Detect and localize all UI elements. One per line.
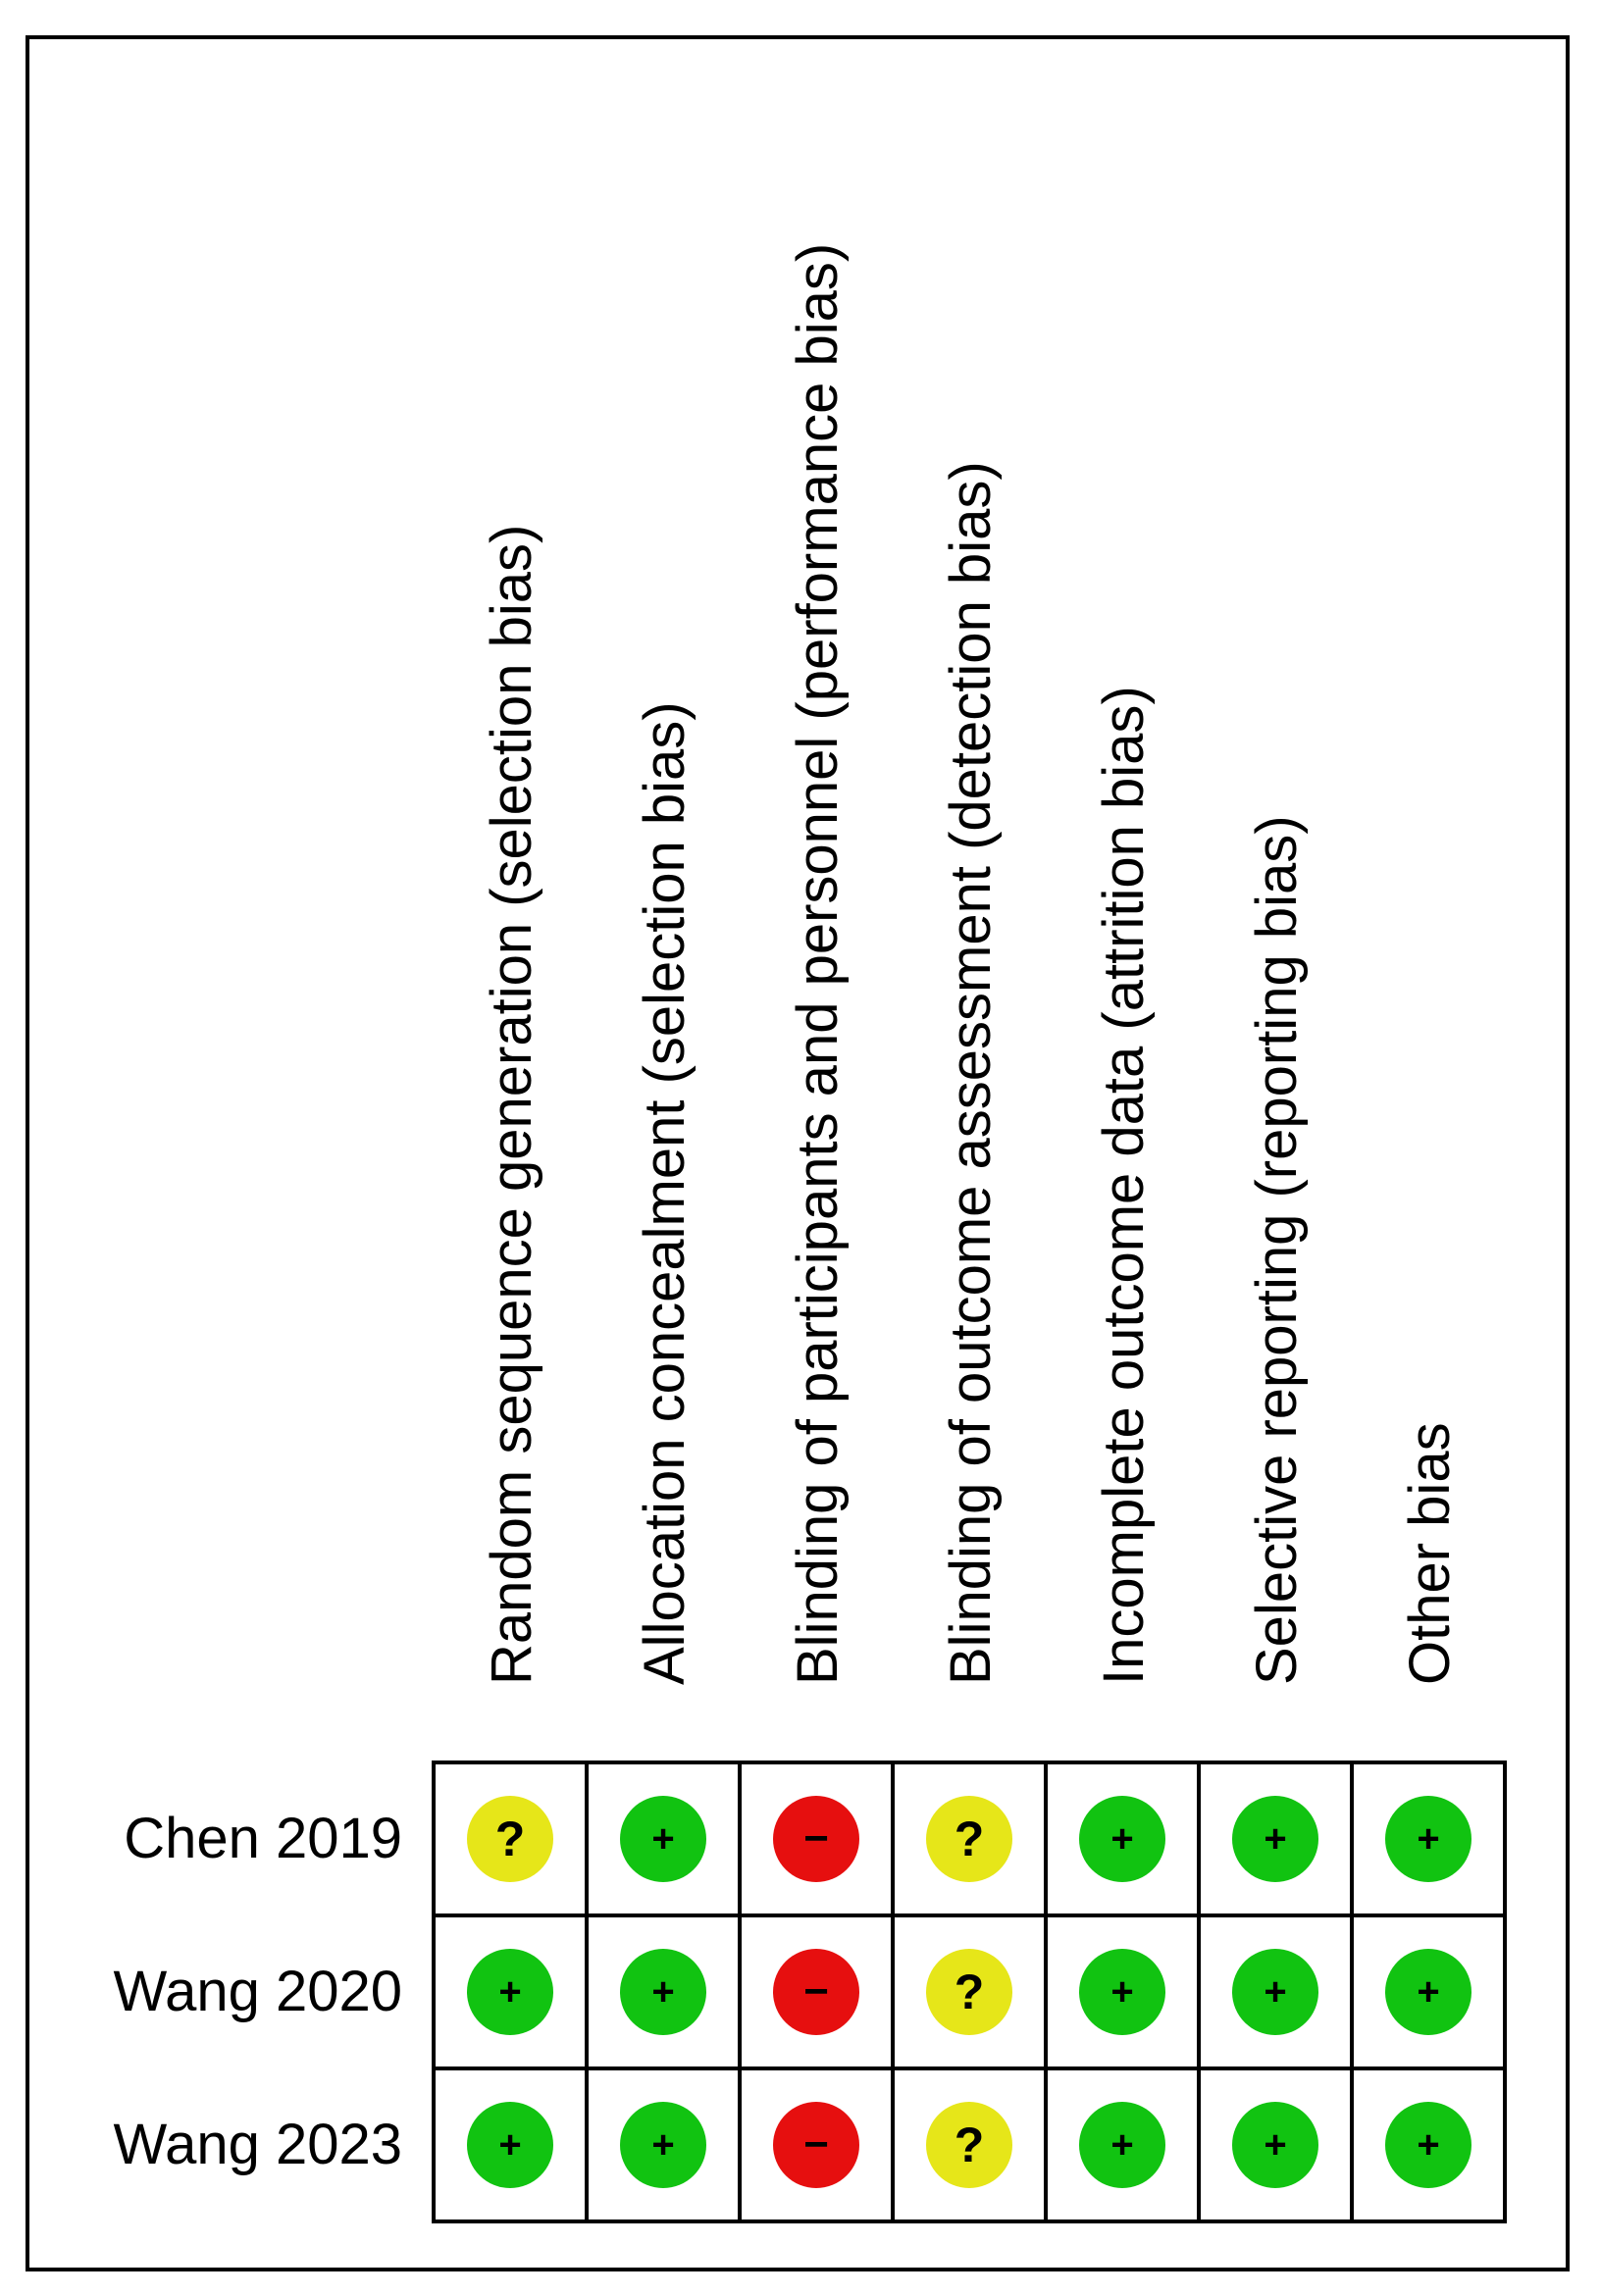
- study-row: [434, 1762, 1505, 1915]
- high-risk-icon: −: [773, 1796, 859, 1882]
- judgement-cell: [434, 2068, 587, 2221]
- domain-header: [587, 88, 744, 1756]
- low-risk-icon: +: [467, 1949, 553, 2035]
- judgement-cell: [893, 1915, 1046, 2068]
- judgement-cell: [1046, 2068, 1199, 2221]
- judgement-cell: [1352, 1915, 1505, 2068]
- domain-label: Blinding of outcome assessment (detection bias): [939, 461, 1003, 1685]
- judgement-cell: [587, 1762, 740, 1915]
- low-risk-icon: +: [1232, 1949, 1318, 2035]
- judgement-cell: [434, 1915, 587, 2068]
- unclear-risk-icon: ?: [467, 1796, 553, 1882]
- low-risk-icon: +: [1385, 2102, 1471, 2188]
- domain-header: [434, 88, 591, 1756]
- domain-label: Allocation concealment (selection bias): [633, 701, 697, 1685]
- low-risk-icon: +: [620, 1796, 706, 1882]
- low-risk-icon: +: [1385, 1949, 1471, 2035]
- judgement-cell: [434, 1762, 587, 1915]
- domain-header: [1352, 88, 1509, 1756]
- domain-label: Random sequence generation (selection bias): [480, 524, 543, 1685]
- study-label: Chen 2019: [124, 1807, 402, 1870]
- domain-header: [1199, 88, 1356, 1756]
- domain-header: [740, 88, 897, 1756]
- judgement-cell: [740, 2068, 893, 2221]
- low-risk-icon: +: [620, 1949, 706, 2035]
- judgement-cell: [740, 1915, 893, 2068]
- study-label: Wang 2020: [113, 1960, 402, 2023]
- domain-label: Incomplete outcome data (attrition bias): [1092, 686, 1156, 1685]
- judgement-cell: [587, 2068, 740, 2221]
- low-risk-icon: +: [1232, 2102, 1318, 2188]
- judgement-cell: [587, 1915, 740, 2068]
- judgement-cell: [1199, 1915, 1352, 2068]
- domain-header: [893, 88, 1050, 1756]
- domain-label: Blinding of participants and personnel (performance bias): [786, 242, 850, 1685]
- low-risk-icon: +: [620, 2102, 706, 2188]
- unclear-risk-icon: ?: [926, 1949, 1012, 2035]
- study-row: [434, 1915, 1505, 2068]
- domain-label: Selective reporting (reporting bias): [1245, 815, 1309, 1685]
- low-risk-icon: +: [1079, 1949, 1165, 2035]
- judgement-cell: [893, 1762, 1046, 1915]
- judgement-cell: [893, 2068, 1046, 2221]
- judgement-cell: [1199, 1762, 1352, 1915]
- domain-label: Other bias: [1398, 1422, 1462, 1685]
- study-label: Wang 2023: [113, 2113, 402, 2176]
- unclear-risk-icon: ?: [926, 1796, 1012, 1882]
- low-risk-icon: +: [1079, 2102, 1165, 2188]
- low-risk-icon: +: [467, 2102, 553, 2188]
- high-risk-icon: −: [773, 1949, 859, 2035]
- judgement-cell: [1352, 2068, 1505, 2221]
- high-risk-icon: −: [773, 2102, 859, 2188]
- judgement-cell: [1046, 1915, 1199, 2068]
- judgement-cell: [740, 1762, 893, 1915]
- judgement-cell: [1199, 2068, 1352, 2221]
- study-row: [434, 2068, 1505, 2221]
- unclear-risk-icon: ?: [926, 2102, 1012, 2188]
- low-risk-icon: +: [1079, 1796, 1165, 1882]
- domain-header: [1046, 88, 1203, 1756]
- low-risk-icon: +: [1232, 1796, 1318, 1882]
- judgement-cell: [1352, 1762, 1505, 1915]
- judgement-cell: [1046, 1762, 1199, 1915]
- low-risk-icon: +: [1385, 1796, 1471, 1882]
- risk-of-bias-grid: [432, 1760, 1507, 2223]
